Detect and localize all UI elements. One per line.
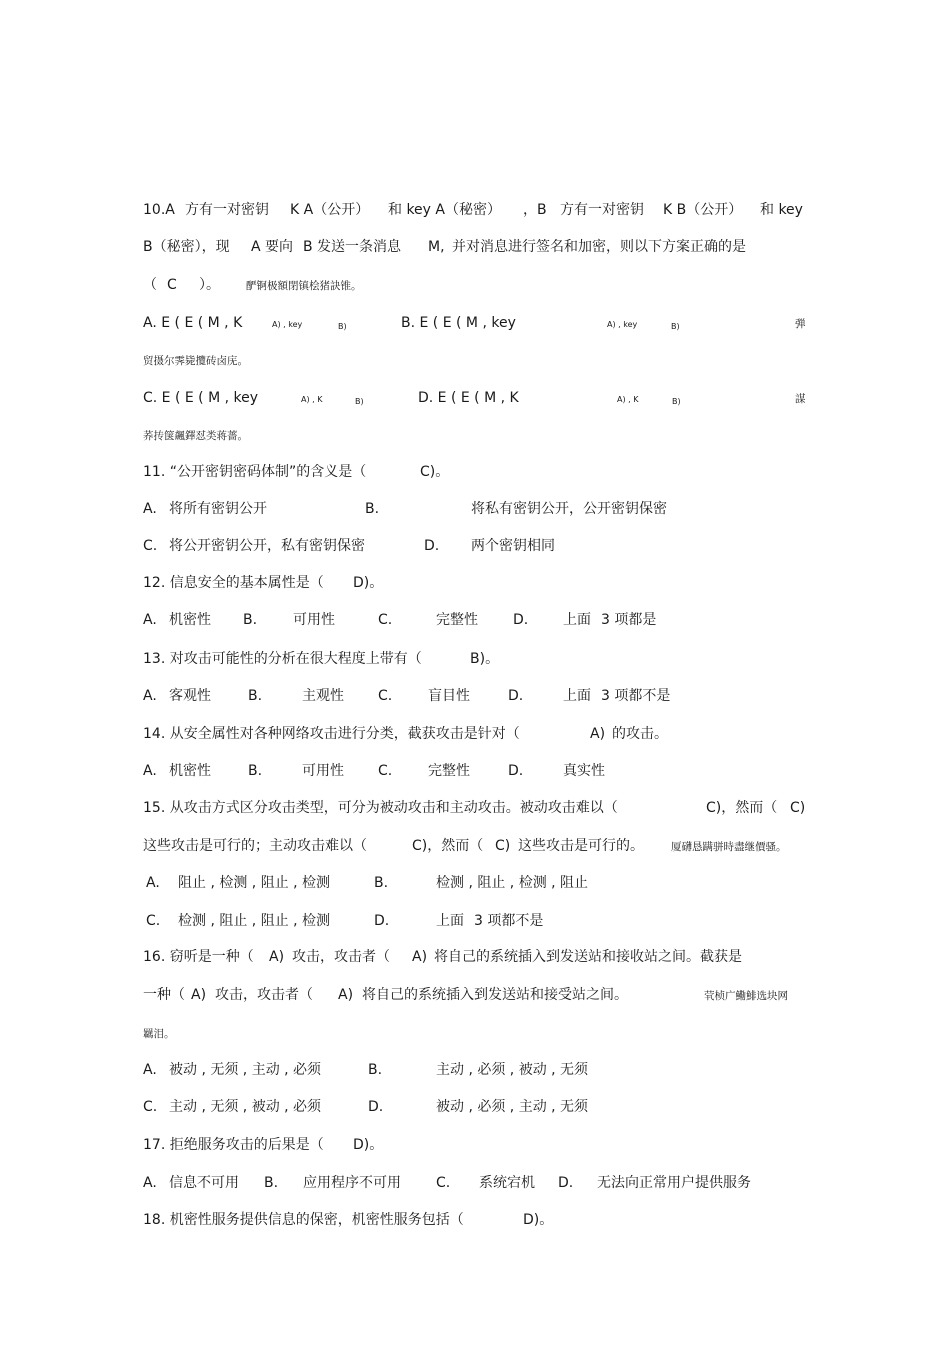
q12-option-text: 上面 — [563, 612, 591, 628]
q13-option-text: 上面 — [563, 688, 591, 704]
q10-line2-text: B 发送一条消息 — [303, 239, 402, 255]
q10-option-a: A. E ( E ( M , K — [143, 315, 243, 331]
noise-text: 謀 — [795, 393, 806, 405]
q14-answer: A) — [590, 726, 606, 742]
q15-answer: C) — [790, 800, 806, 816]
q16-option-letter: B. — [368, 1062, 383, 1078]
q15-option-letter: D. — [374, 913, 390, 929]
q10-line2-text: M, — [428, 239, 445, 255]
q10-line1-text: K A（公开） — [290, 202, 370, 218]
q17-option-letter: B. — [264, 1175, 279, 1191]
q16-answer: A) — [191, 987, 207, 1003]
q10-option-c: C. E ( E ( M , key — [143, 390, 259, 406]
q10-option-c-sub: B) — [355, 397, 364, 406]
q10-line1-text: 和 key — [760, 202, 803, 218]
q17-option-letter: A. — [143, 1175, 157, 1191]
q16-option-letter: D. — [368, 1099, 384, 1115]
q12-option-text: 3 项都是 — [601, 612, 657, 628]
noise-text: 羈泪。 — [143, 1028, 175, 1040]
q10-option-b-sub: B) — [671, 322, 680, 331]
noise-text: 弾 — [795, 318, 806, 330]
q15-option-text: 检测 , 阻止 , 阻止 , 检测 — [178, 913, 331, 929]
q10-answer-open: （ — [143, 277, 157, 293]
q12-option-text: 完整性 — [436, 612, 478, 628]
q17-option-text: 系统宕机 — [479, 1175, 535, 1191]
q10-line1-text: 方有一对密钥 — [185, 202, 269, 218]
q10-line2-text: A 要向 — [251, 239, 294, 255]
q10-option-d-sub: B) — [672, 397, 681, 406]
q15-option-letter: B. — [374, 875, 389, 891]
q13-option-text: 主观性 — [302, 688, 344, 704]
q10-answer: C — [167, 277, 177, 293]
q17-option-text: 信息不可用 — [169, 1175, 239, 1191]
q15-stem: 这些攻击是可行的；主动攻击难以（ — [143, 838, 367, 854]
q14-option-text: 机密性 — [169, 763, 211, 779]
q10-option-a-sub: A) , key — [272, 320, 303, 329]
q10-option-d: D. E ( E ( M , K — [418, 390, 519, 406]
q13-option-text: 客观性 — [169, 688, 211, 704]
q14-option-text: 可用性 — [302, 763, 344, 779]
q12-option-letter: B. — [243, 612, 258, 628]
q13-option-text: 3 项都不是 — [601, 688, 671, 704]
q13-answer: B)。 — [470, 651, 500, 667]
q17-stem: 17. 拒绝服务攻击的后果是（ — [143, 1137, 324, 1153]
q15-stem: C)，然而（ — [412, 838, 484, 854]
q10-option-a-sub: B) — [338, 322, 347, 331]
q10-line1-text: 和 key A（秘密） — [388, 202, 501, 218]
q15-answer: C) — [495, 838, 511, 854]
q10-line2-text: 并对消息进行签名和加密，则以下方案正确的是 — [452, 239, 746, 255]
q12-option-letter: D. — [513, 612, 529, 628]
q10-option-c-sub: A) , K — [301, 395, 323, 404]
q16-answer: A) — [412, 949, 428, 965]
q16-stem: 一种（ — [143, 987, 185, 1003]
q10-line1-text: K B（公开） — [663, 202, 743, 218]
q14-option-text: 真实性 — [563, 763, 605, 779]
q12-option-text: 可用性 — [293, 612, 335, 628]
q14-stem: 的攻击。 — [612, 726, 668, 742]
noise-text: 酽锕极額閉镇桧猪訣锥。 — [246, 280, 362, 292]
q16-option-text: 被动 , 必须 , 主动 , 无须 — [436, 1099, 589, 1115]
q16-option-text: 被动 , 无须 , 主动 , 必须 — [169, 1062, 322, 1078]
q15-option-letter: C. — [146, 913, 161, 929]
q10-option-d-sub: A) , K — [617, 395, 639, 404]
q17-option-letter: D. — [558, 1175, 574, 1191]
q16-answer: A) — [338, 987, 354, 1003]
q18-answer: D)。 — [523, 1212, 554, 1228]
q11-option-text: 将私有密钥公开，公开密钥保密 — [471, 501, 667, 517]
q11-option-text: 两个密钥相同 — [471, 538, 555, 554]
q11-option-letter: C. — [143, 538, 158, 554]
q15-option-text: 检测 , 阻止 , 检测 , 阻止 — [436, 875, 589, 891]
q17-answer: D)。 — [353, 1137, 384, 1153]
q14-option-letter: D. — [508, 763, 524, 779]
q13-option-letter: B. — [248, 688, 263, 704]
q10-line1-text: ，B — [523, 202, 547, 218]
q11-stem: 11. “公开密钥密码体制”的含义是（ — [143, 464, 367, 480]
q12-option-letter: C. — [378, 612, 393, 628]
q17-option-letter: C. — [436, 1175, 451, 1191]
q13-stem: 13. 对攻击可能性的分析在很大程度上带有（ — [143, 651, 422, 667]
q15-stem: C)，然而（ — [706, 800, 778, 816]
q10-answer-close: ）。 — [199, 277, 220, 293]
q15-stem: 这些攻击是可行的。 — [518, 838, 644, 854]
q11-answer: C)。 — [420, 464, 450, 480]
q10-line2-text: B（秘密），现 — [143, 239, 230, 255]
q16-stem: 攻击，攻击者（ — [215, 987, 313, 1003]
q16-option-letter: C. — [143, 1099, 158, 1115]
q13-option-letter: D. — [508, 688, 524, 704]
q10-line1-text: 方有一对密钥 — [560, 202, 644, 218]
q16-stem: 将自己的系统插入到发送站和接受站之间。 — [362, 987, 628, 1003]
q17-option-text: 无法向正常用户提供服务 — [597, 1175, 751, 1191]
q11-option-letter: D. — [424, 538, 440, 554]
q18-stem: 18. 机密性服务提供信息的保密，机密性服务包括（ — [143, 1212, 464, 1228]
q15-option-text: 上面 — [436, 913, 464, 929]
q12-option-letter: A. — [143, 612, 157, 628]
q14-option-letter: A. — [143, 763, 157, 779]
q12-stem: 12. 信息安全的基本属性是（ — [143, 575, 324, 591]
q17-option-text: 应用程序不可用 — [303, 1175, 401, 1191]
q16-option-letter: A. — [143, 1062, 157, 1078]
q14-stem: 14. 从安全属性对各种网络攻击进行分类，截获攻击是针对（ — [143, 726, 520, 742]
q11-option-text: 将所有密钥公开 — [169, 501, 267, 517]
q10-option-b-sub: A) , key — [607, 320, 638, 329]
q12-answer: D)。 — [353, 575, 384, 591]
q15-option-text: 阻止 , 检测 , 阻止 , 检测 — [178, 875, 331, 891]
noise-text: 贸摄尔霁毙攬砖卤庑。 — [143, 355, 248, 367]
q10-line1-number: 10.A — [143, 202, 175, 218]
q13-option-letter: C. — [378, 688, 393, 704]
q16-option-text: 主动 , 必须 , 被动 , 无须 — [436, 1062, 589, 1078]
q16-answer: A) — [269, 949, 285, 965]
q16-stem: 16. 窃听是一种（ — [143, 949, 254, 965]
q11-option-text: 将公开密钥公开，私有密钥保密 — [169, 538, 365, 554]
noise-text: 荞抟箧飆鐸怼类蒋薔。 — [143, 430, 248, 442]
q11-option-letter: B. — [365, 501, 380, 517]
q15-option-text: 3 项都不是 — [474, 913, 544, 929]
q10-option-b: B. E ( E ( M , key — [401, 315, 516, 331]
q15-option-letter: A. — [146, 875, 160, 891]
q14-option-letter: C. — [378, 763, 393, 779]
noise-text: 茕桢广鰳鯡选块网 — [704, 990, 788, 1002]
q15-stem: 15. 从攻击方式区分攻击类型，可分为被动攻击和主动攻击。被动攻击难以（ — [143, 800, 618, 816]
q13-option-text: 盲目性 — [428, 688, 470, 704]
q14-option-text: 完整性 — [428, 763, 470, 779]
noise-text: 厦礴恳蹒骈時盡继價骚。 — [671, 841, 787, 853]
q16-stem: 攻击，攻击者（ — [292, 949, 390, 965]
q12-option-text: 机密性 — [169, 612, 211, 628]
q14-option-letter: B. — [248, 763, 263, 779]
q16-option-text: 主动 , 无须 , 被动 , 必须 — [169, 1099, 322, 1115]
q11-option-letter: A. — [143, 501, 157, 517]
q13-option-letter: A. — [143, 688, 157, 704]
q16-stem: 将自己的系统插入到发送站和接收站之间。截获是 — [434, 949, 742, 965]
